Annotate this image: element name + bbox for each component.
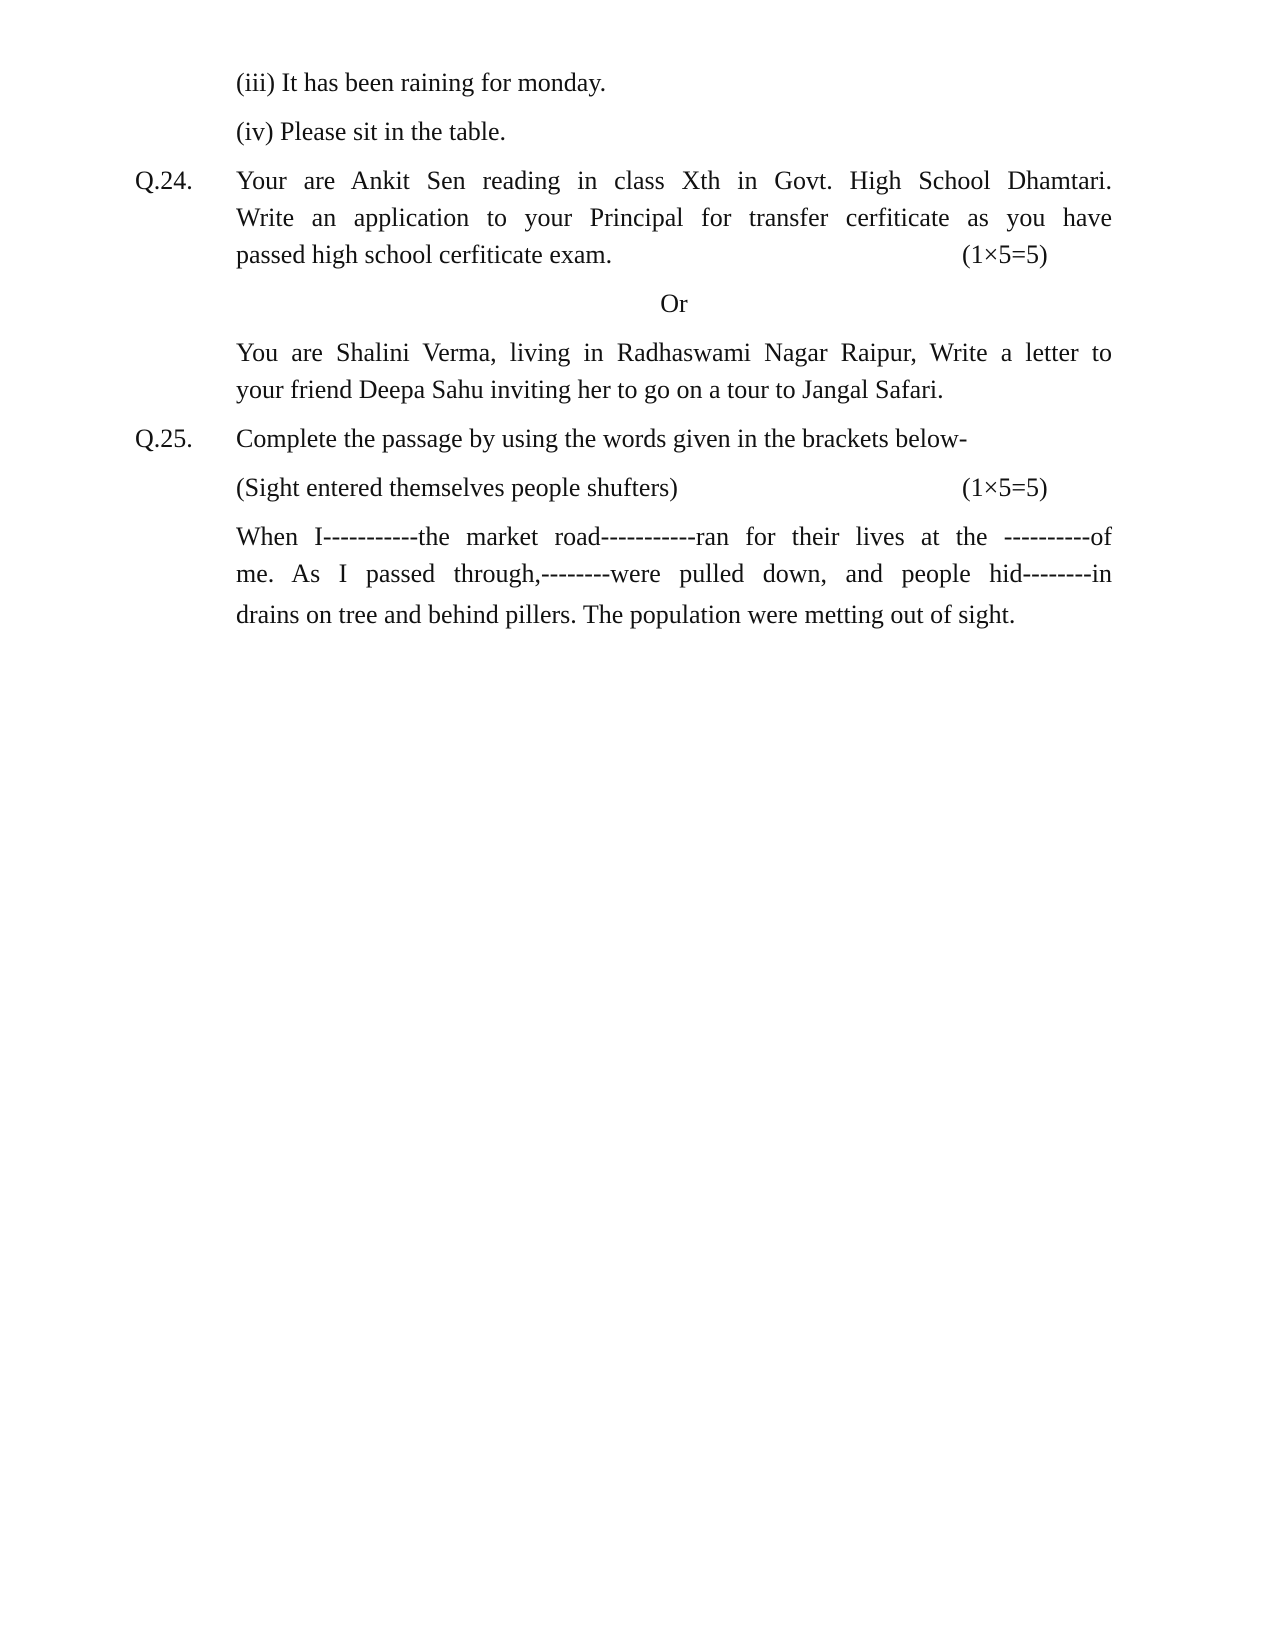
question-24-or: Or	[660, 289, 688, 318]
question-25-passage-line-2: me. As I passed through,--------were pulled down, and people hid--------in	[236, 559, 1112, 588]
question-25-word-bank: (Sight entered themselves people shufters)	[236, 473, 678, 502]
question-24-marks: (1×5=5)	[962, 240, 1048, 269]
question-25-marks: (1×5=5)	[962, 473, 1048, 502]
sub-item-iv: (iv) Please sit in the table.	[236, 117, 507, 146]
question-24-number: Q.24.	[135, 166, 193, 195]
question-24-alt-line-2: your friend Deepa Sahu inviting her to go on a tour to Jangal Safari.	[236, 375, 944, 404]
question-25-instruction: Complete the passage by using the words given in the brackets below-	[236, 424, 968, 453]
sub-item-iii: (iii) It has been raining for monday.	[236, 68, 607, 97]
question-25-number: Q.25.	[135, 424, 193, 453]
question-25-passage-line-1: When I-----------the market road-----------ran for their lives at the ----------of	[236, 522, 1112, 551]
question-24-alt-line-1: You are Shalini Verma, living in Radhaswami Nagar Raipur, Write a letter to	[236, 338, 1112, 367]
question-24-line-1: Your are Ankit Sen reading in class Xth in Govt. High School Dhamtari.	[236, 166, 1112, 195]
question-24-line-2: Write an application to your Principal for transfer cerfiticate as you have	[236, 203, 1112, 232]
question-25-passage-line-3: drains on tree and behind pillers. The population were metting out of sight.	[236, 600, 1016, 629]
question-24-line-3: passed high school cerfiticate exam.	[236, 240, 613, 269]
